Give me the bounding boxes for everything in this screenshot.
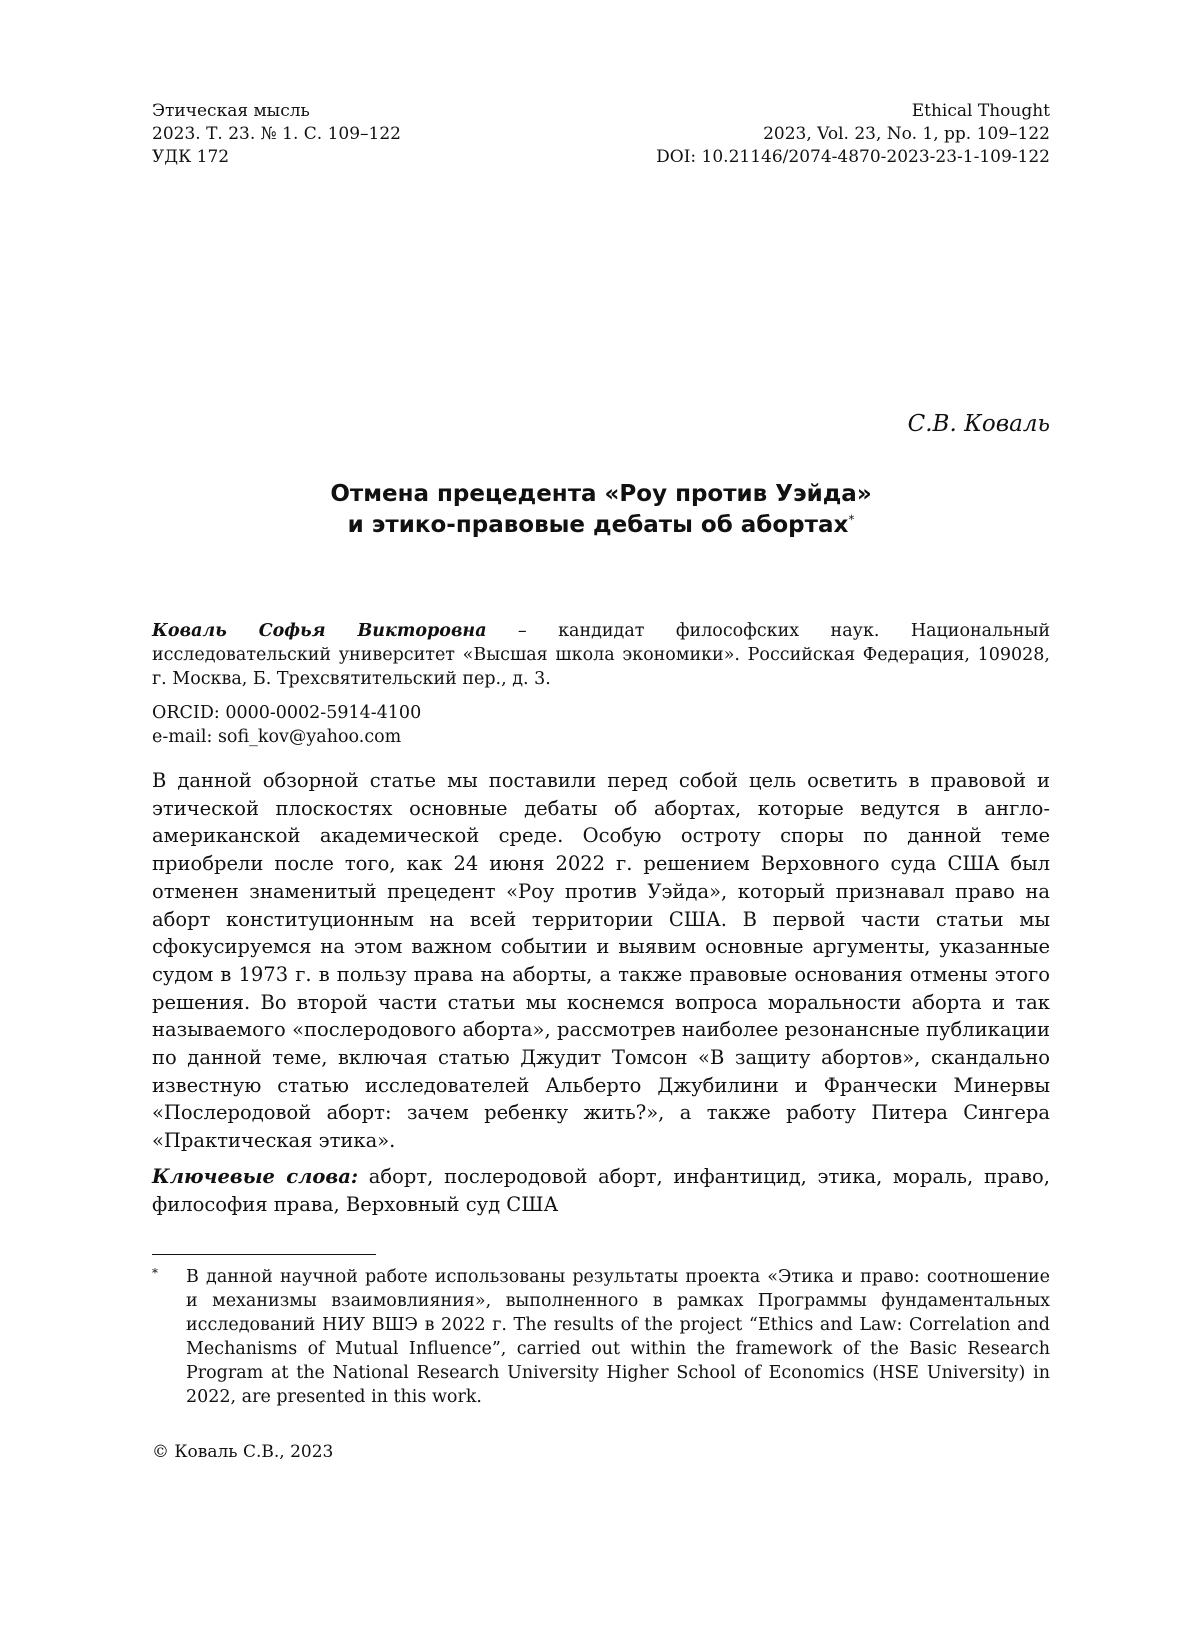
- footnote: [152, 1265, 1050, 1409]
- author-short: С.В. Коваль: [907, 411, 1050, 437]
- title-line-1: Отмена прецедента «Роу против Уэйда»: [330, 481, 872, 507]
- doi: DOI: 10.21146/2074-4870-2023-23-1-109-122: [656, 147, 1050, 167]
- author-contacts: [152, 701, 1050, 749]
- footnote-text: В данной научной работе использованы результаты проекта «Этика и право: соотношение и механизмы взаимовлияния», выполненного в рамках Программы фундаментальных исследований НИУ ВШЭ в 2022 г. The results of the project “Ethics and Law: Correlation and Mechanisms of Mutual Influence”, carried out within the framework of the Basic Research Program at the National Research University Higher School of Economics (HSE University) in 2022, are presented in this work.: [186, 1267, 1050, 1408]
- journal-title-ru: Этическая мысль: [152, 101, 310, 121]
- journal-issue-ru: 2023. Т. 23. № 1. С. 109–122: [152, 124, 401, 144]
- journal-header: [152, 100, 1050, 169]
- keywords-text: аборт, послеродовой аборт, инфантицид, этика, мораль, право, философия права, Верховный суд США: [152, 1164, 1050, 1216]
- keywords-label: Ключевые слова:: [152, 1164, 359, 1188]
- footnote-divider: [152, 1254, 376, 1255]
- keywords: [152, 1163, 1050, 1218]
- title-line-2: [152, 510, 1050, 541]
- header-right: [656, 100, 1050, 169]
- journal-title-en: Ethical Thought: [911, 101, 1050, 121]
- author-full-name: Коваль Софья Викторовна: [152, 621, 487, 641]
- email: e-mail: sofi_kov@yahoo.com: [152, 727, 402, 747]
- copyright: © Коваль С.В., 2023: [152, 1442, 334, 1463]
- title-footnote-mark: *: [848, 512, 855, 527]
- header-left: [152, 100, 401, 169]
- affiliation-text: – кандидат философских наук. Национальный исследовательский университет «Высшая школа экономики». Российская Федерация, 109028, г. Москва, Б. Трехсвятительский пер., д. 3.: [152, 621, 1050, 689]
- article-page: [152, 100, 1050, 1464]
- author-affiliation: [152, 619, 1050, 691]
- journal-issue-en: 2023, Vol. 23, No. 1, pp. 109–122: [763, 124, 1050, 144]
- title-line-2-text: и этико-правовые дебаты об абортах: [347, 512, 849, 538]
- orcid: ORCID: 0000-0002-5914-4100: [152, 703, 422, 723]
- udc-code: УДК 172: [152, 147, 230, 167]
- article-title: [152, 479, 1050, 541]
- footnote-mark: *: [152, 1266, 158, 1281]
- abstract: В данной обзорной статье мы поставили перед собой цель осветить в правовой и этической плоскостях основные дебаты об абортах, которые ведутся в англо-американской академической среде. Особую остроту споры по данной теме приобрели после того, как 24 июня 2022 г. решением Верховного суда США был отменен знаменитый прецедент «Роу против Уэйда», который признавал право на аборт конституционным на всей территории США. В первой части статьи мы сфокусируемся на этом важном событии и выявим основные аргументы, указанные судом в 1973 г. в пользу права на аборты, а также правовые основания отмены этого решения. Во второй части статьи мы коснемся вопроса моральности аборта и так называемого «послеродового аборта», рассмотрев наиболее резонансные публикации по данной теме, включая статью Джудит Томсон «В защиту абортов», скандально известную статью исследователей Альберто Джубилини и Франчески Минервы «Послеродовой аборт: зачем ребенку жить?», а также работу Питера Сингера «Практическая этика».: [152, 769, 1050, 1153]
